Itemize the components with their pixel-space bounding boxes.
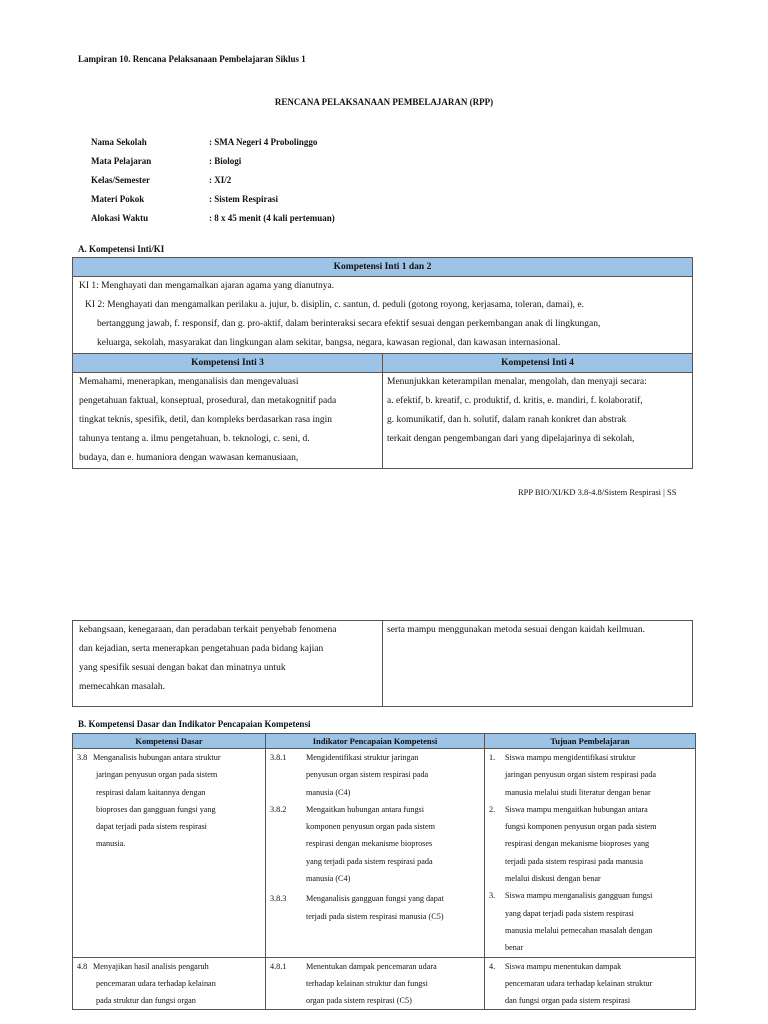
ki3-line: tahunya tentang a. ilmu pengetahuan, b. teknologi, c. seni, d. [79,434,310,444]
main-title: RENCANA PELAKSANAAN PEMBELAJARAN (RPP) [274,97,494,107]
section-a-heading: A. Kompetensi Inti/KI [78,244,165,254]
ki3-line: budaya, dan e. humaniora dengan wawasan kemanusiaan, [79,453,299,463]
indicator-4-8-1: 4.8.1 Menentukan dampak pencemaran udara terhadap kelainan struktur dan fungsi organ pada sistem respirasi (C5) [270,961,437,1006]
ki4-continued: serta mampu menggunakan metoda sesuai dengan kaidah keilmuan. [383,621,693,707]
kd-4-8-cell [73,957,266,1010]
ki3-header: Kompetensi Inti 3 [73,354,383,373]
identity-row: Nama Sekolah : SMA Negeri 4 Probolinggo [91,137,318,147]
indicators-4-8-cell [266,957,485,1010]
kd-4-8: 4.8 Menyajikan hasil analisis pengaruh pencemaran udara terhadap kelainan pada struktur dan fungsi organ [77,961,216,1006]
objective-4: 4. Siswa mampu menentukan dampak pencemaran udara terhadap kelainan struktur dan fungsi organ pada sistem respirasi [489,961,653,1006]
identity-row: Alokasi Waktu : 8 x 45 menit (4 kali pertemuan) [91,213,335,223]
kd-table [72,733,696,1010]
ki3-line: memecahkan masalah. [79,682,165,692]
objective-2: 2. Siswa mampu mengaitkan hubungan antara fungsi komponen penyusun organ pada sistem respirasi dengan mekanisme bioproses yang terjadi pada sistem respirasi pada manusia melalui diskusi dengan benar [489,804,657,884]
kd-3-8: 3.8 Menganalisis hubungan antara struktur jaringan penyusun organ pada sistem respirasi dalam kaitannya dengan bioproses dan gangguan fungsi yang dapat terjadi pada sistem respirasi manusia. [77,753,221,849]
ki4-header: Kompetensi Inti 4 [383,354,693,373]
ki12-body [73,277,693,354]
ki3-line: yang spesifik sesuai dengan bakat dan minatnya untuk [79,663,286,673]
indicator-3-8-3: 3.8.3 Menganalisis gangguan fungsi yang dapat terjadi pada sistem respirasi manusia (C5) [270,894,444,921]
indicator-header: Indikator Pencapaian Kompetensi [266,734,485,749]
section-b-heading: B. Kompetensi Dasar dan Indikator Pencapaian Kompetensi [78,719,311,729]
ki2-line: KI 2: Menghayati dan mengamalkan perilaku a. jujur, b. disiplin, c. santun, d. peduli (gotong royong, kerjasama, toleran, damai), e. [85,300,585,310]
kd-header: Kompetensi Dasar [73,734,266,749]
ki3-body [73,373,383,469]
ki2-line: keluarga, sekolah, masyarakat dan lingkungan alam sekitar, bangsa, negara, kawasan regional, dan kawasan internasional. [97,338,561,348]
ki12-header: Kompetensi Inti 1 dan 2 [73,258,693,277]
ki3-line: dan kejadian, serta menerapkan pengetahuan pada bidang kajian [79,644,324,654]
ki-continuation-table [72,620,693,707]
ki3-continued [73,621,383,707]
identity-row: Materi Pokok : Sistem Respirasi [91,194,278,204]
ki3-line: Memahami, menerapkan, menganalisis dan mengevaluasi [79,377,299,387]
ki-table [72,257,693,469]
ki4-line: a. efektif, b. kreatif, c. produktif, d. kritis, e. mandiri, f. kolaboratif, [387,396,643,406]
appendix-title: Lampiran 10. Rencana Pelaksanaan Pembelajaran Siklus 1 [78,54,306,64]
ki3-line: kebangsaan, kenegaraan, dan peradaban terkait penyebab fenomena [79,625,337,635]
ki1-text: KI 1: Menghayati dan mengamalkan ajaran agama yang dianutnya. [79,281,335,291]
objectives-3-8-cell [485,749,696,958]
kd-3-8-cell [73,749,266,958]
objective-header: Tujuan Pembelajaran [485,734,696,749]
ki3-line: pengetahuan faktual, konseptual, prosedural, dan metakognitif pada [79,396,337,406]
ki4-line: Menunjukkan keterampilan menalar, mengolah, dan menyaji secara: [387,377,647,387]
objectives-4-8-cell [485,957,696,1010]
indicator-3-8-1: 3.8.1 Mengidentifikasi struktur jaringan penyusun organ sistem respirasi pada manusia (C4) [270,753,429,797]
ki2-line: bertanggung jawab, f. responsif, dan g. pro-aktif, dalam berinteraksi secara efektif sesuai dengan perkembangan anak di lingkungan, [97,319,601,329]
ki4-body [383,373,693,469]
objective-1: 1. Siswa mampu mengidentifikasi struktur jaringan penyusun organ sistem respirasi pada manusia melalui studi literatur dengan benar [489,753,657,797]
identity-block [91,133,335,228]
ki3-line: tingkat teknis, spesifik, detil, dan kompleks berdasarkan rasa ingin [79,415,333,425]
page-footer: RPP BIO/XI/KD 3.8-4.8/Sistem Respirasi | SS [518,487,677,497]
identity-row: Kelas/Semester : XI/2 [91,175,232,185]
ki4-line: g. komunikatif, dan h. solutif, dalam ranah konkret dan abstrak [387,415,627,425]
objective-3: 3. Siswa mampu menganalisis gangguan fungsi yang dapat terjadi pada sistem respirasi manusia melalui pemecahan masalah dengan benar [489,891,653,953]
indicator-3-8-2: 3.8.2 Mengaitkan hubungan antara fungsi komponen penyusun organ pada sistem respirasi dengan mekanisme bioproses yang terjadi pada sistem respirasi pada manusia (C4) [270,804,436,884]
indicators-3-8-cell [266,749,485,958]
ki4-line: terkait dengan pengembangan dari yang dipelajarinya di sekolah, [387,434,635,444]
identity-row: Mata Pelajaran : Biologi [91,156,242,166]
